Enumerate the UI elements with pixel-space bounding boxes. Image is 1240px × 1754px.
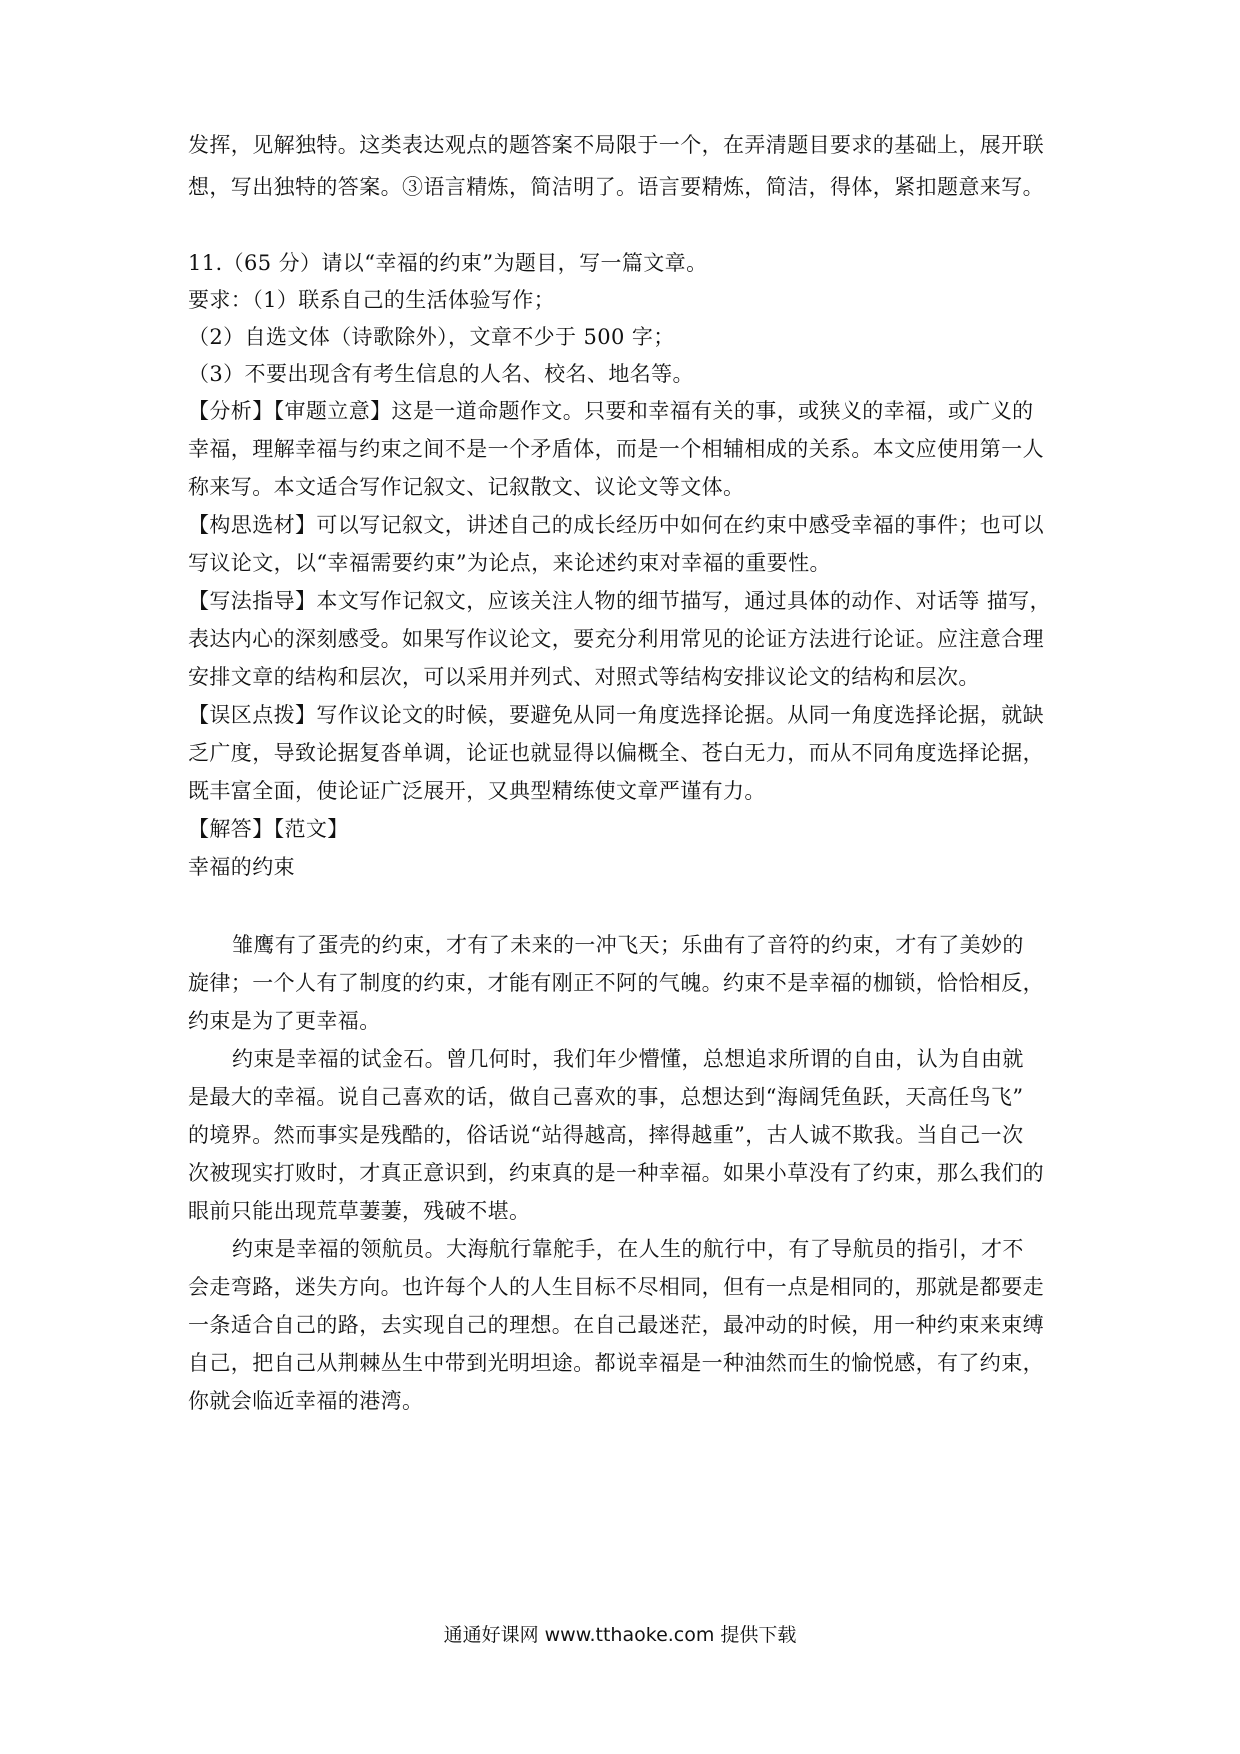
analysis-line: 【写法指导】本文写作记叙文，应该关注人物的细节描写，通过具体的动作、对话等 描写， <box>188 589 1052 613</box>
essay-paragraph-line: 是最大的幸福。说自己喜欢的话，做自己喜欢的事，总想达到“海阔凭鱼跃，天高任鸟飞” <box>188 1085 1024 1109</box>
analysis-line: 既丰富全面，使论证广泛展开，又典型精练使文章严谨有力。 <box>188 779 766 803</box>
requirement-line: 要求：（1）联系自己的生活体验写作； <box>188 288 556 312</box>
essay-paragraph-line: 次被现实打败时，才真正意识到，约束真的是一种幸福。如果小草没有了约束，那么我们的 <box>188 1161 1044 1185</box>
essay-paragraph-line: 约束是幸福的试金石。曾几何时，我们年少懵懂，总想追求所谓的自由，认为自由就 <box>232 1047 1024 1071</box>
analysis-line: 【误区点拨】写作议论文的时候，要避免从同一角度选择论据。从同一角度选择论据，就缺 <box>188 703 1044 727</box>
essay-paragraph-line: 约束是幸福的领航员。大海航行靠舵手，在人生的航行中，有了导航员的指引，才不 <box>232 1237 1024 1261</box>
analysis-line: 幸福，理解幸福与约束之间不是一个矛盾体，而是一个相辅相成的关系。本文应使用第一人 <box>188 437 1044 461</box>
essay-paragraph-line: 你就会临近幸福的港湾。 <box>188 1389 424 1413</box>
requirement-line: （3）不要出现含有考生信息的人名、校名、地名等。 <box>188 362 694 386</box>
analysis-line: 称来写。本文适合写作记叙文、记叙散文、议论文等文体。 <box>188 475 745 499</box>
analysis-line: 【构思选材】可以写记叙文，讲述自己的成长经历中如何在约束中感受幸福的事件；也可以 <box>188 513 1044 537</box>
analysis-line: 【分析】【审题立意】这是一道命题作文。只要和幸福有关的事，或狭义的幸福，或广义的 <box>188 399 1034 423</box>
essay-paragraph-line: 自己，把自己从荆棘丛生中带到光明坦途。都说幸福是一种油然而生的愉悦感，有了约束， <box>188 1351 1044 1375</box>
answer-label: 【解答】【范文】 <box>188 817 349 841</box>
essay-paragraph-line: 约束是为了更幸福。 <box>188 1009 381 1033</box>
essay-paragraph-line: 雏鹰有了蛋壳的约束，才有了未来的一冲飞天；乐曲有了音符的约束，才有了美妙的 <box>232 933 1024 957</box>
analysis-line: 乏广度，导致论据复沓单调，论证也就显得以偏概全、苍白无力，而从不同角度选择论据， <box>188 741 1044 765</box>
analysis-line: 表达内心的深刻感受。如果写作议论文，要充分利用常见的论证方法进行论证。应注意合理 <box>188 627 1044 651</box>
essay-paragraph-line: 旋律；一个人有了制度的约束，才能有刚正不阿的气魄。约束不是幸福的枷锁，恰恰相反， <box>188 971 1044 995</box>
requirement-line: （2）自选文体（诗歌除外），文章不少于 500 字； <box>188 325 675 349</box>
essay-paragraph-line: 眼前只能出现荒草萋萋，残破不堪。 <box>188 1199 531 1223</box>
intro-line: 发挥，见解独特。这类表达观点的题答案不局限于一个，在弄清题目要求的基础上，展开联 <box>188 133 1044 157</box>
essay-paragraph-line: 会走弯路，迷失方向。也许每个人的人生目标不尽相同，但有一点是相同的，那就是都要走 <box>188 1275 1044 1299</box>
page-footer: 通通好课网 www.tthaoke.com 提供下载 <box>443 1624 797 1646</box>
essay-title: 幸福的约束 <box>188 855 295 879</box>
intro-line: 想，写出独特的答案。③语言精炼，简洁明了。语言要精炼，简洁，得体，紧扣题意来写。 <box>188 175 1044 199</box>
analysis-line: 安排文章的结构和层次，可以采用并列式、对照式等结构安排议论文的结构和层次。 <box>188 665 980 689</box>
essay-paragraph-line: 一条适合自己的路，去实现自己的理想。在自己最迷茫，最冲动的时候，用一种约束来束缚 <box>188 1313 1044 1337</box>
question-title: 11.（65 分）请以“幸福的约束”为题目，写一篇文章。 <box>188 251 708 275</box>
analysis-line: 写议论文，以“幸福需要约束”为论点，来论述约束对幸福的重要性。 <box>188 551 831 575</box>
essay-paragraph-line: 的境界。然而事实是残酷的，俗话说“站得越高，摔得越重”，古人诚不欺我。当自己一次 <box>188 1123 1024 1147</box>
